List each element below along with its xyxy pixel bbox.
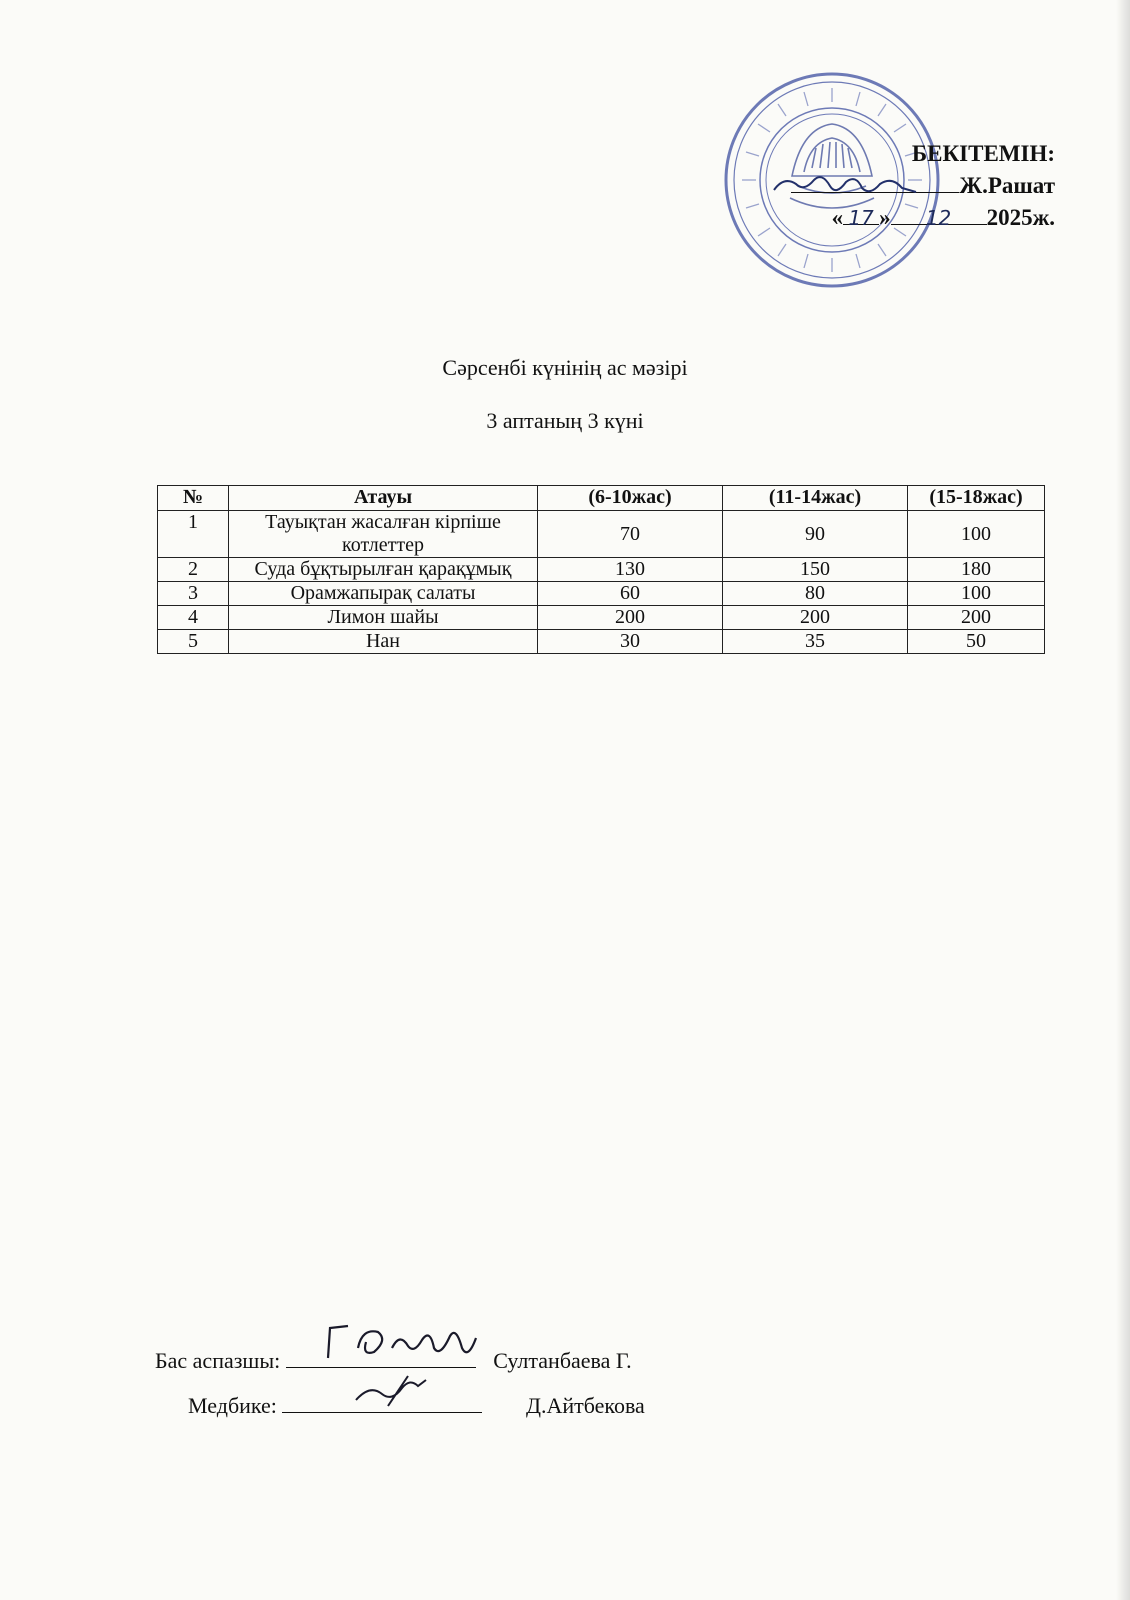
table-row: [158, 630, 1045, 654]
portion-15-18: 180: [908, 558, 1045, 582]
approver-name: Ж.Рашат: [959, 173, 1055, 198]
table-row: [158, 511, 1045, 558]
date-quote-close: »: [879, 205, 891, 230]
date-quote-open: «: [831, 205, 844, 230]
menu-title: Сәрсенбі күнінің ас мәзірі: [442, 355, 688, 380]
nurse-label: Медбике:: [188, 1393, 277, 1418]
header-age-11-14: (11-14жас): [723, 486, 908, 511]
row-number: 3: [158, 582, 229, 606]
dish-name: Орамжапырақ салаты: [229, 582, 538, 606]
portion-11-14: 150: [723, 558, 908, 582]
approval-heading: БЕКІТЕМІН:: [911, 141, 1055, 166]
dish-name: Нан: [229, 630, 538, 654]
row-number: 4: [158, 606, 229, 630]
date-day-field: [843, 202, 879, 230]
dish-name: Тауықтан жасалған кірпіше котлеттер: [229, 511, 538, 558]
date-month: 12: [925, 206, 952, 230]
scan-edge: [1116, 0, 1130, 1600]
menu-table: [157, 485, 1045, 654]
portion-15-18: 50: [908, 630, 1045, 654]
portion-11-14: 90: [723, 511, 908, 558]
portion-15-18: 200: [908, 606, 1045, 630]
date-month-field: [891, 202, 987, 230]
header-age-6-10: (6-10жас): [538, 486, 723, 511]
chef-signature: [322, 1318, 482, 1368]
portion-15-18: 100: [908, 582, 1045, 606]
dish-name: Суда бұқтырылған қарақұмық: [229, 558, 538, 582]
table-row: [158, 558, 1045, 582]
nurse-name: Д.Айтбекова: [525, 1393, 645, 1418]
portion-11-14: 80: [723, 582, 908, 606]
portion-11-14: 35: [723, 630, 908, 654]
dish-name: Лимон шайы: [229, 606, 538, 630]
chef-label: Бас аспазшы:: [155, 1348, 281, 1373]
portion-6-10: 70: [538, 511, 723, 558]
table-row: [158, 606, 1045, 630]
portion-6-10: 60: [538, 582, 723, 606]
table-row: [158, 582, 1045, 606]
header-number: №: [158, 486, 229, 511]
portion-6-10: 130: [538, 558, 723, 582]
row-number: 5: [158, 630, 229, 654]
portion-6-10: 200: [538, 606, 723, 630]
date-day: 17: [848, 206, 874, 230]
table-header-row: [158, 486, 1045, 511]
portion-6-10: 30: [538, 630, 723, 654]
approver-signature: [770, 168, 920, 202]
portion-11-14: 200: [723, 606, 908, 630]
chef-name: Султанбаева Г.: [493, 1348, 632, 1373]
nurse-signature: [352, 1370, 432, 1410]
header-age-15-18: (15-18жас): [908, 486, 1045, 511]
portion-15-18: 100: [908, 511, 1045, 558]
approval-date-line: [791, 202, 1055, 234]
row-number: 2: [158, 558, 229, 582]
row-number: 1: [158, 511, 229, 558]
date-year: 2025ж.: [986, 205, 1055, 230]
header-name: Атауы: [229, 486, 538, 511]
menu-subtitle: 3 аптаның 3 күні: [486, 408, 644, 433]
